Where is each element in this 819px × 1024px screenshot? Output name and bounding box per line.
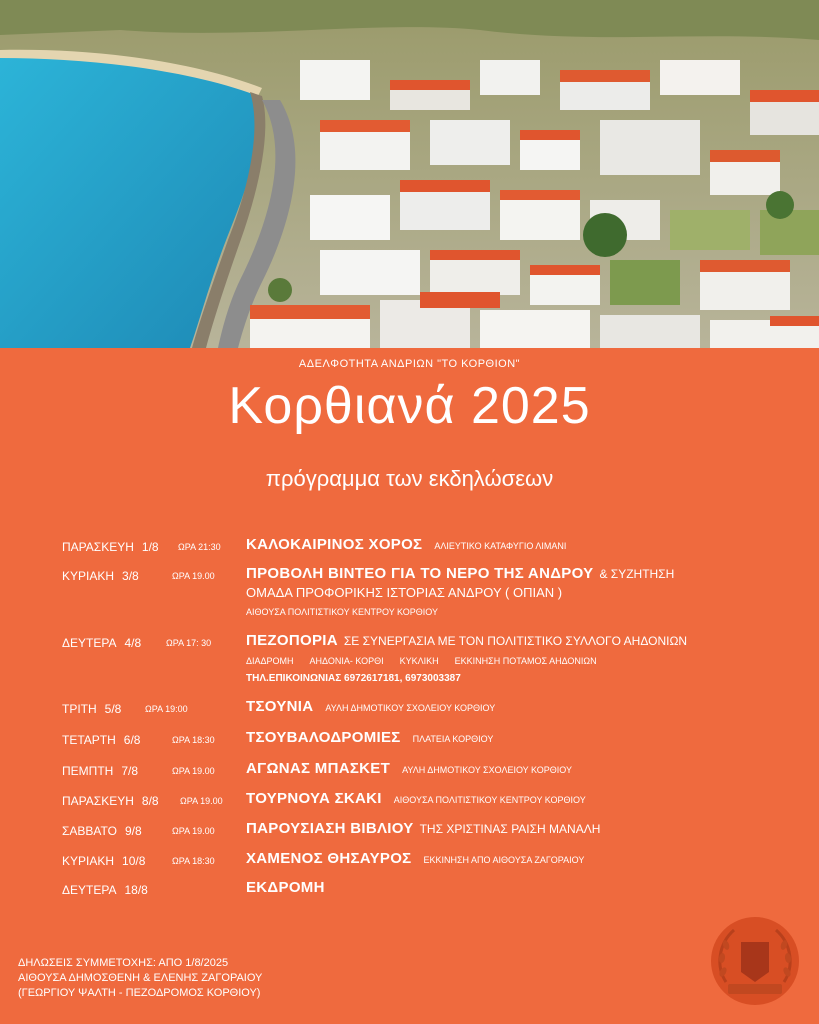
village-illustration	[0, 0, 819, 348]
event-title: ΠΑΡΟΥΣΙΑΣΗ ΒΙΒΛΙΟΥ ΤΗΣ ΧΡΙΣΤΙΝΑΣ ΡΑΙΣΗ ΜΑΝΑΛΗ	[246, 820, 601, 837]
event-date: 8/8	[141, 794, 159, 808]
event-time: ΩΡΑ 19.00	[172, 766, 215, 776]
event-title: ΚΑΛΟΚΑΙΡΙΝΟΣ ΧΟΡΟΣ ΑΛΙΕΥΤΙΚΟ ΚΑΤΑΦΥΓΙΟ ΛΙΜΑΝΙ	[246, 536, 567, 553]
event-date: 18/8	[124, 883, 148, 897]
event-location: ΑΙΘΟΥΣΑ ΠΟΛΙΤΙΣΤΙΚΟΥ ΚΕΝΤΡΟΥ ΚΟΡΘΙΟΥ	[246, 607, 438, 617]
schedule-row	[0, 729, 819, 749]
event-time: ΩΡΑ 19:00	[145, 704, 188, 714]
event-time: ΩΡΑ 21:30	[178, 542, 221, 552]
event-day: ΤΡΙΤΗ 5/8	[62, 702, 122, 716]
schedule-row	[0, 850, 819, 870]
event-day: ΔΕΥΤΕΡΑ 4/8	[62, 636, 142, 650]
schedule-row	[0, 760, 819, 780]
event-date: 10/8	[122, 854, 146, 868]
poster-subtitle: πρόγραμμα των εκδηλώσεων	[265, 466, 554, 491]
event-time: ΩΡΑ 19.00	[172, 571, 215, 581]
event-time: ΩΡΑ 18:30	[172, 856, 215, 866]
event-day: ΚΥΡΙΑΚΗ 3/8	[62, 569, 139, 583]
event-title: ΕΚΔΡΟΜΗ	[246, 879, 325, 896]
event-day: ΣΑΒΒΑΤΟ 9/8	[62, 824, 142, 838]
event-time: ΩΡΑ 19.00	[172, 826, 215, 836]
event-day: ΠΕΜΠΤΗ 7/8	[62, 764, 139, 778]
event-suffix: & ΣΥΖΗΤΗΣΗ	[599, 567, 675, 581]
event-day: ΠΑΡΑΣΚΕΥΗ 8/8	[62, 794, 159, 808]
event-title: ΑΓΩΝΑΣ ΜΠΑΣΚΕΤ ΑΥΛΗ ΔΗΜΟΤΙΚΟΥ ΣΧΟΛΕΙΟΥ ΚΟΡΘΙΟΥ	[246, 760, 572, 777]
event-date: 1/8	[141, 540, 159, 554]
event-day: ΠΑΡΑΣΚΕΥΗ 1/8	[62, 540, 159, 554]
event-organizer: ΟΜΑΔΑ ΠΡΟΦΟΡΙΚΗΣ ΙΣΤΟΡΙΑΣ ΑΝΔΡΟΥ ( ΟΠΙΑΝ )	[246, 585, 563, 600]
event-suffix: ΤΗΣ ΧΡΙΣΤΙΝΑΣ ΡΑΙΣΗ ΜΑΝΑΛΗ	[419, 822, 601, 836]
schedule-row	[0, 790, 819, 810]
event-location: ΑΥΛΗ ΔΗΜΟΤΙΚΟΥ ΣΧΟΛΕΙΟΥ ΚΟΡΘΙΟΥ	[325, 703, 496, 713]
event-time: ΩΡΑ 19.00	[180, 796, 223, 806]
event-day: ΤΕΤΑΡΤΗ 6/8	[62, 733, 141, 747]
event-time: ΩΡΑ 18:30	[172, 735, 215, 745]
event-suffix: ΣΕ ΣΥΝΕΡΓΑΣΙΑ ΜΕ ΤΟΝ ΠΟΛΙΤΙΣΤΙΚΟ ΣΥΛΛΟΓΟ ΑΗΔΟΝΙΩΝ	[343, 634, 688, 648]
event-title: ΠΡΟΒΟΛΗ ΒΙΝΤΕΟ ΓΙΑ ΤΟ ΝΕΡΟ ΤΗΣ ΑΝΔΡΟΥ & ΣΥΖΗΤΗΣΗ	[246, 565, 675, 582]
event-title: ΧΑΜΕΝΟΣ ΘΗΣΑΥΡΟΣ ΕΚΚΙΝΗΣΗ ΑΠΟ ΑΙΘΟΥΣΑ ΖΑΓΟΡΑΙΟΥ	[246, 850, 585, 867]
event-location: ΠΛΑΤΕΙΑ ΚΟΡΘΙΟΥ	[412, 734, 494, 744]
village-photo	[0, 0, 819, 348]
laurel-wreath-seal-icon	[706, 912, 804, 1010]
event-location: ΕΚΚΙΝΗΣΗ ΑΠΟ ΑΙΘΟΥΣΑ ΖΑΓΟΡΑΙΟΥ	[423, 855, 585, 865]
registration-venue: ΑΙΘΟΥΣΑ ΔΗΜΟΣΘΕΝΗ & ΕΛΕΝΗΣ ΖΑΓΟΡΑΙΟΥ	[18, 972, 263, 984]
event-location: ΑΙΘΟΥΣΑ ΠΟΛΙΤΙΣΤΙΚΟΥ ΚΕΝΤΡΟΥ ΚΟΡΘΙΟΥ	[393, 795, 586, 805]
registration-date: ΔΗΛΩΣΕΙΣ ΣΥΜΜΕΤΟΧΗΣ: ΑΠΟ 1/8/2025	[18, 957, 229, 969]
schedule-row	[0, 536, 819, 556]
event-location: ΑΥΛΗ ΔΗΜΟΤΙΚΟΥ ΣΧΟΛΕΙΟΥ ΚΟΡΘΙΟΥ	[402, 765, 572, 775]
event-date: 7/8	[121, 764, 139, 778]
schedule-row	[0, 820, 819, 840]
event-date: 3/8	[122, 569, 139, 583]
poster-title: Κορθιανά 2025	[228, 377, 591, 435]
event-title: ΤΣΟΥΒΑΛΟΔΡΟΜΙΕΣ ΠΛΑΤΕΙΑ ΚΟΡΘΙΟΥ	[246, 729, 494, 746]
schedule-row	[0, 879, 819, 899]
schedule-row	[0, 565, 819, 585]
registration-address: (ΓΕΩΡΓΙΟΥ ΨΑΛΤΗ - ΠΕΖΟΔΡΟΜΟΣ ΚΟΡΘΙΟΥ)	[18, 987, 261, 999]
event-date: 9/8	[125, 824, 142, 838]
event-date: 5/8	[104, 702, 122, 716]
event-day: ΚΥΡΙΑΚΗ 10/8	[62, 854, 146, 868]
event-title: ΤΣΟΥΝΙΑ ΑΥΛΗ ΔΗΜΟΤΙΚΟΥ ΣΧΟΛΕΙΟΥ ΚΟΡΘΙΟΥ	[246, 698, 496, 715]
schedule-row	[0, 698, 819, 718]
event-title: ΠΕΖΟΠΟΡΙΑ ΣΕ ΣΥΝΕΡΓΑΣΙΑ ΜΕ ΤΟΝ ΠΟΛΙΤΙΣΤΙΚΟ ΣΥΛΛΟΓΟ ΑΗΔΟΝΙΩΝ	[246, 632, 688, 649]
event-route: ΔΙΑΔΡΟΜΗ ΑΗΔΟΝΙΑ- ΚΟΡΘΙ ΚΥΚΛΙΚΗ ΕΚΚΙΝΗΣΗ ΠΟΤΑΜΟΣ ΑΗΔΟΝΙΩΝ	[246, 656, 597, 666]
event-location: ΑΛΙΕΥΤΙΚΟ ΚΑΤΑΦΥΓΙΟ ΛΙΜΑΝΙ	[434, 541, 567, 551]
event-day: ΔΕΥΤΕΡΑ 18/8	[62, 883, 148, 897]
contact-phone: ΤΗΛ.ΕΠΙΚΟΙΝΩΝΙΑΣ 6972617181, 6973003387	[246, 673, 461, 684]
registration-info	[18, 956, 262, 1001]
event-title: ΤΟΥΡΝΟΥΑ ΣΚΑΚΙ ΑΙΘΟΥΣΑ ΠΟΛΙΤΙΣΤΙΚΟΥ ΚΕΝΤΡΟΥ ΚΟΡΘΙΟΥ	[246, 790, 586, 807]
event-date: 4/8	[124, 636, 142, 650]
event-time: ΩΡΑ 17: 30	[166, 638, 212, 648]
schedule-row	[0, 632, 819, 652]
organization-name: ΑΔΕΛΦΟΤΗΤΑ ΑΝΔΡΙΩΝ "ΤΟ ΚΟΡΘΙΟΝ"	[298, 358, 521, 370]
event-date: 6/8	[123, 733, 141, 747]
